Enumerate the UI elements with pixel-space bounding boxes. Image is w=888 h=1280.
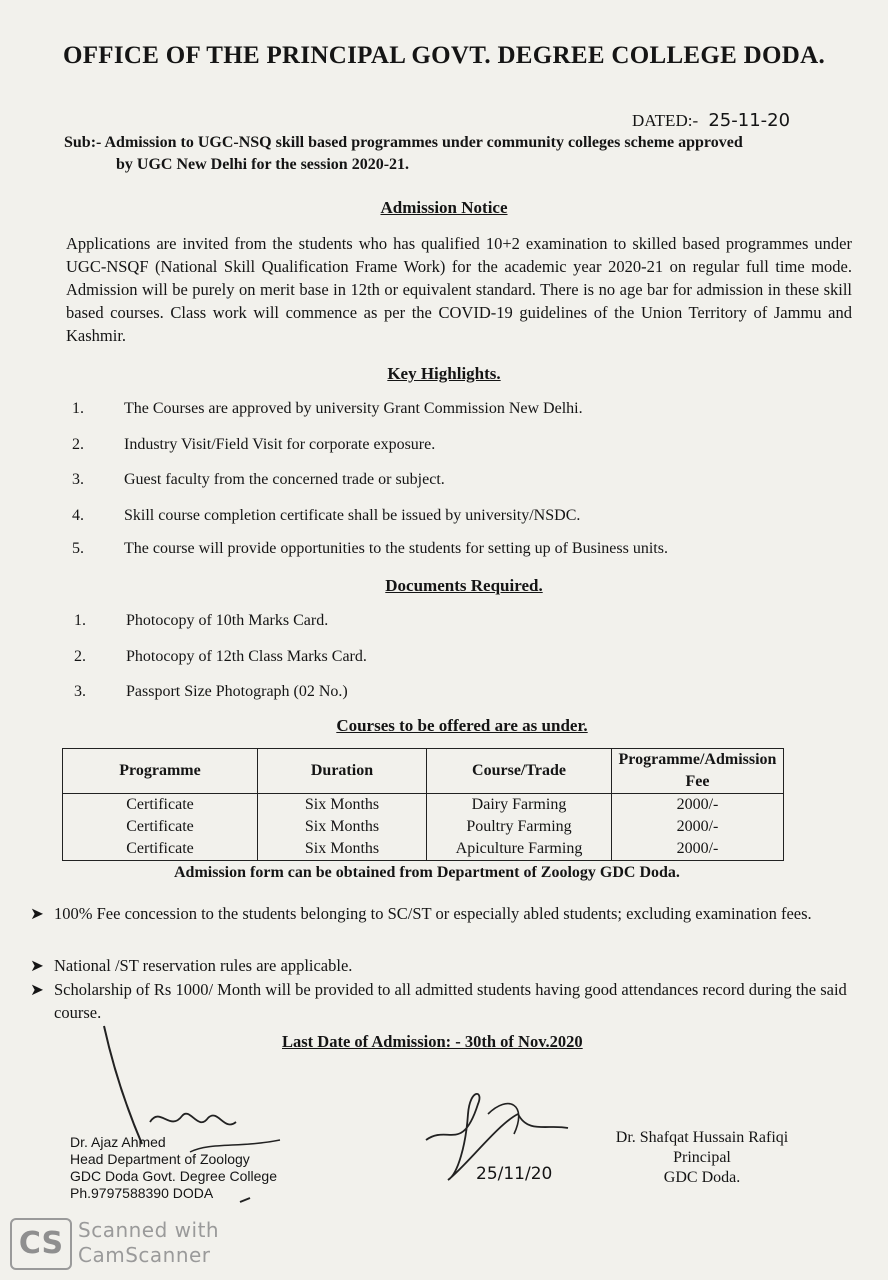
left-signatory-designation: Head Department of Zoology [70,1151,250,1167]
highlights-title: Key Highlights. [387,364,501,383]
table-row [63,838,784,861]
cell-trade: Apiculture Farming [427,838,612,861]
cell-duration: Six Months [258,816,427,838]
subject-prefix: Sub:- [64,134,102,151]
right-signatory-org: GDC Doda. [663,1169,741,1186]
item-text: The Courses are approved by university Grant Commission New Delhi. [124,400,583,417]
bullet-text: Scholarship of Rs 1000/ Month will be provided to all admitted students having good attendances record during the said course. [54,980,847,1022]
left-signatory-phone: Ph.9797588390 DODA [70,1185,214,1201]
subject-line-2: by UGC New Delhi for the session 2020-21. [116,156,410,173]
item-number: 2. [74,648,86,665]
item-text: Photocopy of 10th Marks Card. [126,612,329,629]
header-duration: Duration [258,749,427,794]
admission-form-note: Admission form can be obtained from Department of Zoology GDC Doda. [174,864,680,881]
notice-title: Admission Notice [380,198,508,217]
item-number: 5. [72,540,84,557]
camscanner-logo-icon: CS [10,1218,72,1270]
header-course-trade: Course/Trade [427,749,612,794]
bullet-text: National /ST reservation rules are applicable. [54,956,353,975]
dated-line [632,110,790,131]
header-fee: Programme/Admission Fee [612,749,784,794]
intro-paragraph: Applications are invited from the students who has qualified 10+2 examination to skilled based programmes under UGC-NSQF (National Skill Qualification Frame Work) for the academic year 2020-21 on regular full time mode. Admission will be purely on merit base in 12th or equivalent standard. There is no age bar for admission in these skill based courses. Class work will commence as per the COVID-19 guidelines of the Union Territory of Jammu and Kashmir. [66,234,852,345]
cell-duration: Six Months [258,838,427,861]
item-text: Guest faculty from the concerned trade or subject. [124,471,445,488]
arrow-bullet-icon: ➤ [30,956,44,975]
item-text: Industry Visit/Field Visit for corporate exposure. [124,436,436,453]
bullet-item [30,902,850,948]
cell-programme: Certificate [63,838,258,861]
cell-trade: Dairy Farming [427,794,612,817]
item-number: 4. [72,507,84,524]
item-number: 2. [72,436,84,453]
item-text: Passport Size Photograph (02 No.) [126,683,348,700]
dated-label: DATED:- [632,111,699,130]
courses-table [62,748,784,861]
watermark-line-1: Scanned with [78,1218,220,1242]
subject-block [64,132,844,176]
cell-programme: Certificate [63,816,258,838]
left-signatory [70,1134,277,1202]
arrow-bullet-icon: ➤ [30,904,44,923]
item-text: The course will provide opportunities to the students for setting up of Business units. [124,540,668,557]
dated-value: 25-11-20 [708,110,791,131]
item-number: 3. [72,471,84,488]
last-date-of-admission: Last Date of Admission: - 30th of Nov.2020 [282,1032,583,1051]
office-heading: OFFICE OF THE PRINCIPAL GOVT. DEGREE COLLEGE DODA. [62,42,826,69]
handwritten-date: 25/11/20 [476,1164,553,1184]
bullet-item [30,978,850,1024]
arrow-bullet-icon: ➤ [30,980,44,999]
cell-duration: Six Months [258,794,427,817]
cell-fee: 2000/- [612,838,784,861]
courses-title: Courses to be offered are as under. [336,716,588,735]
cell-fee: 2000/- [612,816,784,838]
item-text: Photocopy of 12th Class Marks Card. [126,648,367,665]
left-signatory-name: Dr. Ajaz Ahmed [70,1134,166,1150]
item-number: 1. [74,612,86,629]
documents-title: Documents Required. [385,576,543,595]
right-signatory [604,1128,800,1188]
right-signatory-designation: Principal [673,1149,731,1166]
table-row [63,816,784,838]
right-signatory-name: Dr. Shafqat Hussain Rafiqi [615,1129,789,1146]
bullet-item [30,954,850,977]
left-signatory-org: GDC Doda Govt. Degree College [70,1168,277,1184]
item-number: 1. [72,400,84,417]
bullet-text: 100% Fee concession to the students belonging to SC/ST or especially abled students; excluding examination fees. [54,904,812,923]
watermark-line-2: CamScanner [78,1243,211,1267]
cell-programme: Certificate [63,794,258,817]
subject-line-1: Admission to UGC-NSQ skill based programmes under community colleges scheme approved [104,134,743,151]
item-text: Skill course completion certificate shall be issued by university/NSDC. [124,507,581,524]
cell-fee: 2000/- [612,794,784,817]
table-header-row [63,749,784,794]
header-programme: Programme [63,749,258,794]
table-row [63,794,784,817]
item-number: 3. [74,683,86,700]
cell-trade: Poultry Farming [427,816,612,838]
